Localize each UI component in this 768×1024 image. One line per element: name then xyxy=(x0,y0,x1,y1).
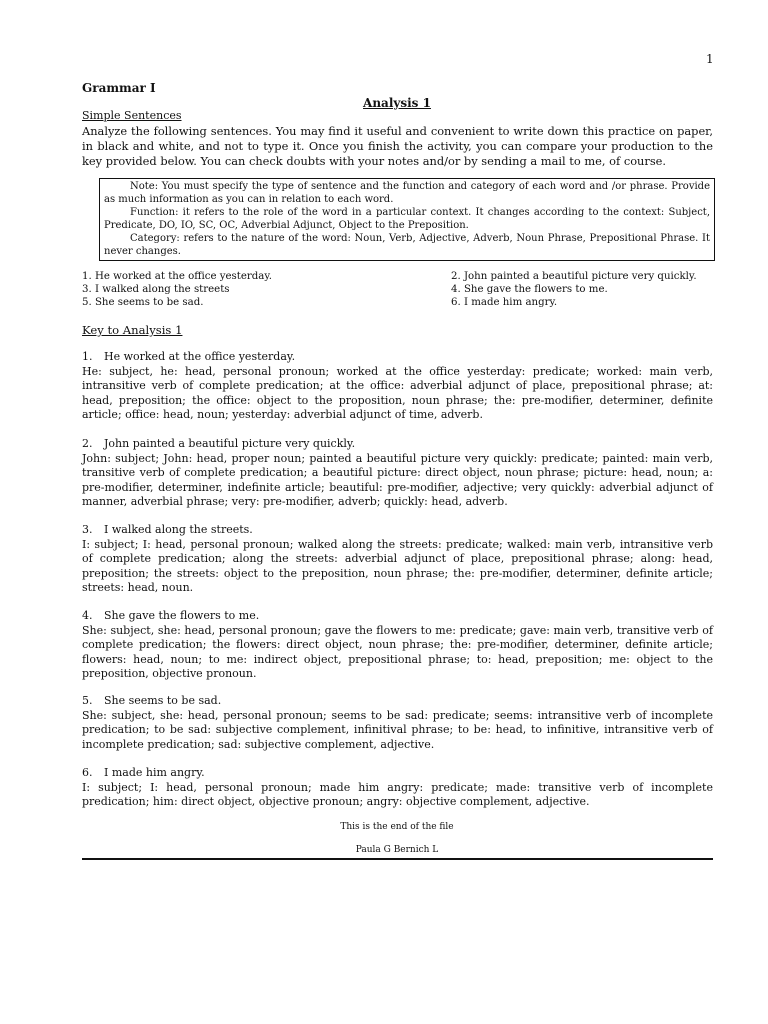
key-entry xyxy=(82,609,713,682)
key-title: Key to Analysis 1 xyxy=(82,323,183,337)
end-of-file-note: This is the end of the file xyxy=(340,822,454,832)
key-sentence: She gave the flowers to me. xyxy=(104,609,260,622)
course-title: Grammar I xyxy=(82,81,156,95)
instructions-paragraph: Analyze the following sentences. You may find it useful and convenient to write down this practice on paper, in black and white, and not to type it. Once you finish the activity, you can compare your production to the key provided below. You can check doubts with your notes and/or by sending a mail to me, of course. xyxy=(82,124,713,168)
author-name: Paula G Bernich L xyxy=(355,845,439,855)
exercise-sentence: 4. She gave the flowers to me. xyxy=(451,284,608,295)
key-entry xyxy=(82,350,713,423)
key-number: 1. xyxy=(82,350,93,363)
key-analysis: I: subject; I: head, personal pronoun; walked along the streets: predicate; walked: main verb, intransitive verb of complete predication; along the streets: adverbial adjunct of place, prepositional phrase; along: head, preposition; the streets: object to the preposition, noun phrase; the: pre-modifier, determiner, definite article; streets: head, noun. xyxy=(82,537,713,595)
page-number: 1 xyxy=(706,52,714,66)
key-sentence: I made him angry. xyxy=(104,766,205,779)
key-analysis: She: subject, she: head, personal pronoun; gave the flowers to me: predicate; gave: main verb, transitive verb of complete predication; the flowers: direct object, noun phrase; the: pre-modifier, determiner, definite article; flowers: head, noun; to me: indirect object, prepositional phrase; to: head, preposition; me: object to the preposition, objective pronoun. xyxy=(82,623,713,681)
footer-divider xyxy=(82,858,713,860)
exercise-sentences xyxy=(82,270,713,309)
note-category-paragraph: Category: refers to the nature of the word: Noun, Verb, Adjective, Adverb, Noun Phrase, Prepositional Phrase. It never changes. xyxy=(104,233,710,257)
key-entry xyxy=(82,766,713,810)
section-subtitle: Simple Sentences xyxy=(82,109,182,122)
key-sentence: She seems to be sad. xyxy=(104,694,222,707)
key-analysis: He: subject, he: head, personal pronoun; worked at the office yesterday: predicate; worked: main verb, intransitive verb of complete predication; at the office: adverbial adjunct of place, prepositional phrase; at: head, preposition; the office: object to the proposition, noun phrase; the: pre-modifier, determiner, definite article; office: head, noun; yesterday: adverbial adjunct of time, adverb. xyxy=(82,364,713,422)
key-number: 4. xyxy=(82,609,93,622)
exercise-sentence: 2. John painted a beautiful picture very quickly. xyxy=(451,271,697,282)
key-sentence: John painted a beautiful picture very quickly. xyxy=(104,437,356,450)
key-analysis: I: subject; I: head, personal pronoun; made him angry: predicate; made: transitive verb of incomplete predication; him: direct object, objective pronoun; angry: objective complement, adjective. xyxy=(82,780,713,809)
key-entry xyxy=(82,694,713,752)
document-title: Analysis 1 xyxy=(363,96,431,110)
key-analysis: John: subject; John: head, proper noun; painted a beautiful picture very quickly: predicate; painted: main verb, transitive verb of complete predication; a beautiful picture: direct object, noun phrase; picture: head, noun; a: pre-modifier, determiner, indefinite article; beautiful: pre-modifier, adjective; very quickly: adverbial adjunct of manner, adverbial phrase; very: pre-modifier, adverb; quickly: head, adverb. xyxy=(82,451,713,509)
exercise-sentence: 1. He worked at the office yesterday. xyxy=(82,271,272,282)
note-function-paragraph: Function: it refers to the role of the word in a particular context. It changes according to the context: Subject, Predicate, DO, IO, SC, OC, Adverbial Adjunct, Object to the Preposition. xyxy=(104,207,710,231)
note-paragraph: Note: You must specify the type of sentence and the function and category of each word and /or phrase. Provide as much information as you can in relation to each word. xyxy=(104,181,710,205)
exercise-sentence: 6. I made him angry. xyxy=(451,297,558,308)
exercise-sentence: 5. She seems to be sad. xyxy=(82,297,204,308)
key-number: 5. xyxy=(82,694,93,707)
key-sentence: I walked along the streets. xyxy=(104,523,253,536)
note-box xyxy=(99,178,715,261)
key-analysis: She: subject, she: head, personal pronoun; seems to be sad: predicate; seems: intransitive verb of incomplete predication; to be sad: subjective complement, infinitival phrase; to be: head, to infinitive, intransitive verb of incomplete predication; sad: subjective complement, adjective. xyxy=(82,708,713,751)
key-entry xyxy=(82,523,713,596)
key-number: 3. xyxy=(82,523,93,536)
key-number: 6. xyxy=(82,766,93,779)
key-entry xyxy=(82,437,713,510)
exercise-sentence: 3. I walked along the streets xyxy=(82,284,230,295)
key-sentence: He worked at the office yesterday. xyxy=(104,350,296,363)
key-number: 2. xyxy=(82,437,93,450)
